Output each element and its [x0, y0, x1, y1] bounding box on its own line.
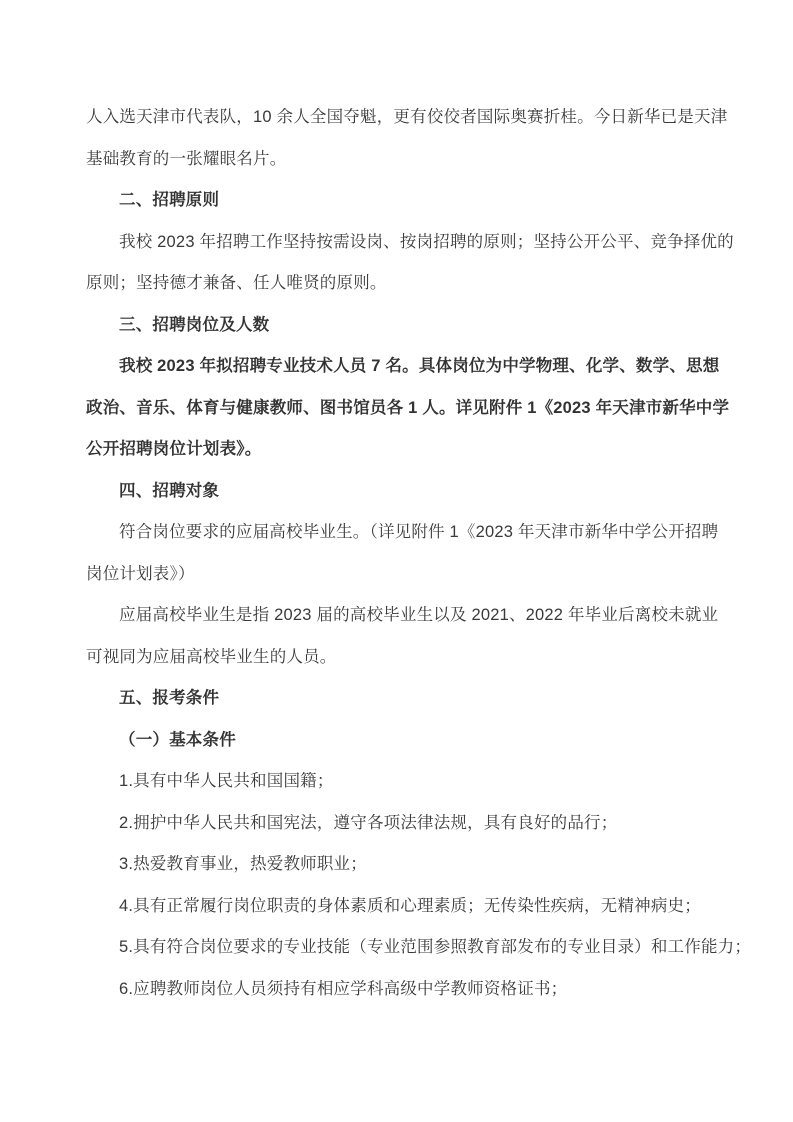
list-item-line: 5.具有符合岗位要求的专业技能（专业范围参照教育部发布的专业目录）和工作能力；	[119, 938, 752, 956]
paragraph-line: 公开招聘岗位计划表》。	[86, 440, 262, 458]
section-heading-line: 二、招聘原则	[119, 191, 220, 209]
paragraph-line: 政治、音乐、体育与健康教师、图书馆员各 1 人。详见附件 1《2023 年天津市新华中学	[86, 398, 730, 417]
section-heading-line: 五、报考条件	[119, 689, 220, 707]
paragraph-line: 岗位计划表》）	[86, 564, 195, 583]
paragraph-line: 应届高校毕业生是指 2023 届的高校毕业生以及 2021、2022 年毕业后离校未就业	[119, 606, 719, 624]
paragraph-line: 基础教育的一张耀眼名片。	[86, 149, 287, 168]
section-heading-line: 四、招聘对象	[119, 481, 220, 500]
paragraph-line: 我校 2023 年拟招聘专业技术人员 7 名。具体岗位为中学物理、化学、数学、思想	[119, 357, 720, 375]
list-item-line: 2.拥护中华人民共和国宪法，遵守各项法律法规，具有良好的品行；	[119, 813, 618, 832]
paragraph-line: 符合岗位要求的应届高校毕业生。（详见附件 1《2023 年天津市新华中学公开招聘	[119, 523, 719, 541]
paragraph-line: 人入选天津市代表队，10 余人全国夺魁，更有佼佼者国际奥赛折桂。今日新华已是天津	[86, 108, 728, 126]
paragraph-line: 原则；坚持德才兼备、任人唯贤的原则。	[86, 274, 387, 292]
list-item-line: 3.热爱教育事业，热爱教师职业；	[119, 855, 367, 873]
list-item-line: 4.具有正常履行岗位职责的身体素质和心理素质；无传染性疾病，无精神病史；	[119, 896, 701, 915]
list-item-line: 6.应聘教师岗位人员须持有相应学科高级中学教师资格证书；	[119, 979, 568, 998]
list-item-line: 1.具有中华人民共和国国籍；	[119, 772, 334, 790]
paragraph-line: 我校 2023 年招聘工作坚持按需设岗、按岗招聘的原则；坚持公开公平、竞争择优的	[119, 232, 734, 251]
section-heading-line: 三、招聘岗位及人数	[119, 315, 270, 334]
paragraph-line: 可视同为应届高校毕业生的人员。	[86, 647, 337, 666]
section-heading-line: （一）基本条件	[119, 730, 236, 749]
